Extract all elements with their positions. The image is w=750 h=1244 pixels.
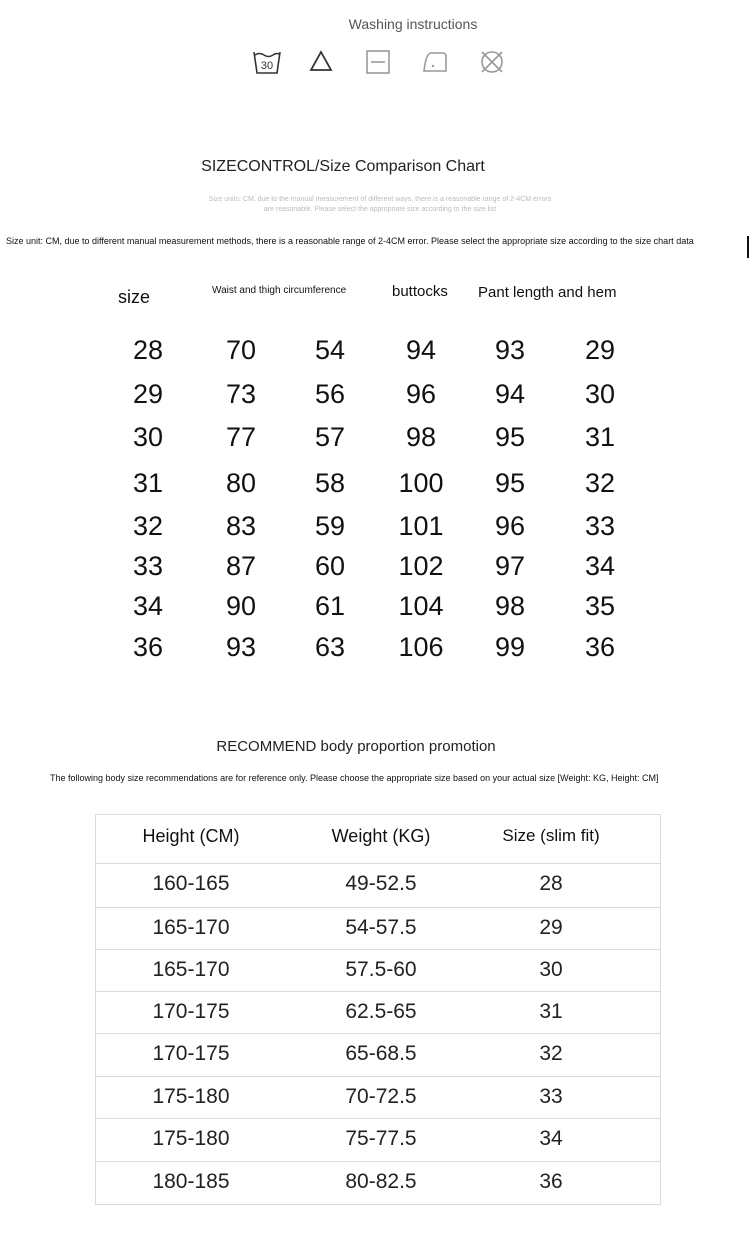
size-cell: 30 (584, 379, 616, 409)
table-cell: 165-170 (152, 958, 230, 981)
table-cell: 65-68.5 (345, 1042, 417, 1065)
note-edge-bar (747, 236, 749, 258)
recommend-title: RECOMMEND body proportion promotion (216, 738, 496, 755)
table-cell: 62.5-65 (345, 1000, 417, 1023)
size-cell: 95 (494, 468, 526, 498)
recommend-header-height: Height (CM) (142, 826, 240, 846)
table-cell: 34 (539, 1127, 563, 1150)
size-cell: 32 (584, 468, 616, 498)
size-cell: 101 (398, 511, 444, 541)
faded-note-line-2: are reasonable. Please select the appropriate size according to the size list (263, 206, 497, 213)
size-chart-faded-note (150, 195, 610, 215)
size-cell: 32 (132, 511, 164, 541)
size-cell: 96 (494, 511, 526, 541)
size-cell: 58 (314, 468, 346, 498)
size-cell: 63 (314, 632, 346, 662)
size-cell: 29 (584, 335, 616, 365)
table-cell: 75-77.5 (345, 1127, 417, 1150)
size-cell: 57 (314, 422, 346, 452)
size-cell: 54 (314, 335, 346, 365)
faded-note-line-1: Size units: CM, due to the manual measurement of different ways, there is a reasonable range of 2-4CM errors (208, 196, 552, 203)
table-cell: 175-180 (152, 1127, 230, 1150)
size-cell: 77 (225, 422, 257, 452)
size-cell: 28 (132, 335, 164, 365)
dry-flat-icon (364, 46, 392, 76)
size-cell: 36 (132, 632, 164, 662)
size-cell: 104 (398, 591, 444, 621)
size-cell: 61 (314, 591, 346, 621)
recommend-header-size: Size (slim fit) (502, 826, 600, 845)
size-cell: 30 (132, 422, 164, 452)
size-cell: 31 (132, 468, 164, 498)
size-cell: 34 (584, 551, 616, 581)
size-cell: 95 (494, 422, 526, 452)
table-cell: 29 (539, 916, 563, 939)
table-cell: 54-57.5 (345, 916, 417, 939)
recommend-header-weight: Weight (KG) (331, 826, 431, 846)
size-cell: 33 (132, 551, 164, 581)
size-cell: 31 (584, 422, 616, 452)
recommend-table (95, 814, 661, 1205)
washing-instructions-title: Washing instructions (348, 16, 478, 32)
size-cell: 34 (132, 591, 164, 621)
table-cell: 165-170 (152, 916, 230, 939)
size-cell: 98 (494, 591, 526, 621)
size-cell: 29 (132, 379, 164, 409)
size-cell: 35 (584, 591, 616, 621)
table-cell: 70-72.5 (345, 1085, 417, 1108)
size-cell: 97 (494, 551, 526, 581)
iron-icon (421, 46, 449, 76)
table-cell: 28 (539, 872, 563, 895)
size-cell: 87 (225, 551, 257, 581)
size-cell: 99 (494, 632, 526, 662)
size-cell: 90 (225, 591, 257, 621)
size-cell: 102 (398, 551, 444, 581)
table-cell: 36 (539, 1170, 563, 1193)
size-cell: 93 (494, 335, 526, 365)
size-cell: 96 (405, 379, 437, 409)
table-cell: 32 (539, 1042, 563, 1065)
table-cell: 31 (539, 1000, 563, 1023)
table-cell: 170-175 (152, 1042, 230, 1065)
size-cell: 80 (225, 468, 257, 498)
table-cell: 57.5-60 (345, 958, 417, 981)
bleach-triangle-icon (308, 46, 334, 76)
table-cell: 160-165 (152, 872, 230, 895)
size-cell: 36 (584, 632, 616, 662)
size-cell: 73 (225, 379, 257, 409)
table-cell: 49-52.5 (345, 872, 417, 895)
table-cell: 30 (539, 958, 563, 981)
size-cell: 56 (314, 379, 346, 409)
size-cell: 70 (225, 335, 257, 365)
size-chart-note: Size unit: CM, due to different manual measurement methods, there is a reasonable range of 2-4CM error. Please select the appropriate size according to the size chart data (6, 236, 694, 246)
size-cell: 60 (314, 551, 346, 581)
size-cell: 33 (584, 511, 616, 541)
recommend-note: The following body size recommendations are for reference only. Please choose the appropriate size based on your actual size [Weight: KG, Height: CM] (50, 773, 659, 783)
size-cell: 100 (398, 468, 444, 498)
table-cell: 80-82.5 (345, 1170, 417, 1193)
table-cell: 33 (539, 1085, 563, 1108)
wash-30-icon (252, 46, 282, 76)
table-cell: 175-180 (152, 1085, 230, 1108)
size-cell: 59 (314, 511, 346, 541)
size-cell: 93 (225, 632, 257, 662)
size-cell: 94 (494, 379, 526, 409)
washing-icons (250, 46, 510, 80)
size-cell: 94 (405, 335, 437, 365)
no-dryclean-icon (478, 46, 506, 76)
header-waist-thigh: Waist and thigh circumference (212, 285, 347, 296)
size-cell: 83 (225, 511, 257, 541)
size-cell: 98 (405, 422, 437, 452)
table-cell: 180-185 (152, 1170, 230, 1193)
header-buttocks: buttocks (392, 283, 448, 300)
wash-temperature-label: 30 (260, 60, 274, 72)
table-cell: 170-175 (152, 1000, 230, 1023)
size-cell: 106 (398, 632, 444, 662)
header-size: size (118, 287, 151, 307)
size-chart-title: SIZECONTROL/Size Comparison Chart (201, 158, 485, 175)
header-pant-hem: Pant length and hem (478, 284, 617, 301)
